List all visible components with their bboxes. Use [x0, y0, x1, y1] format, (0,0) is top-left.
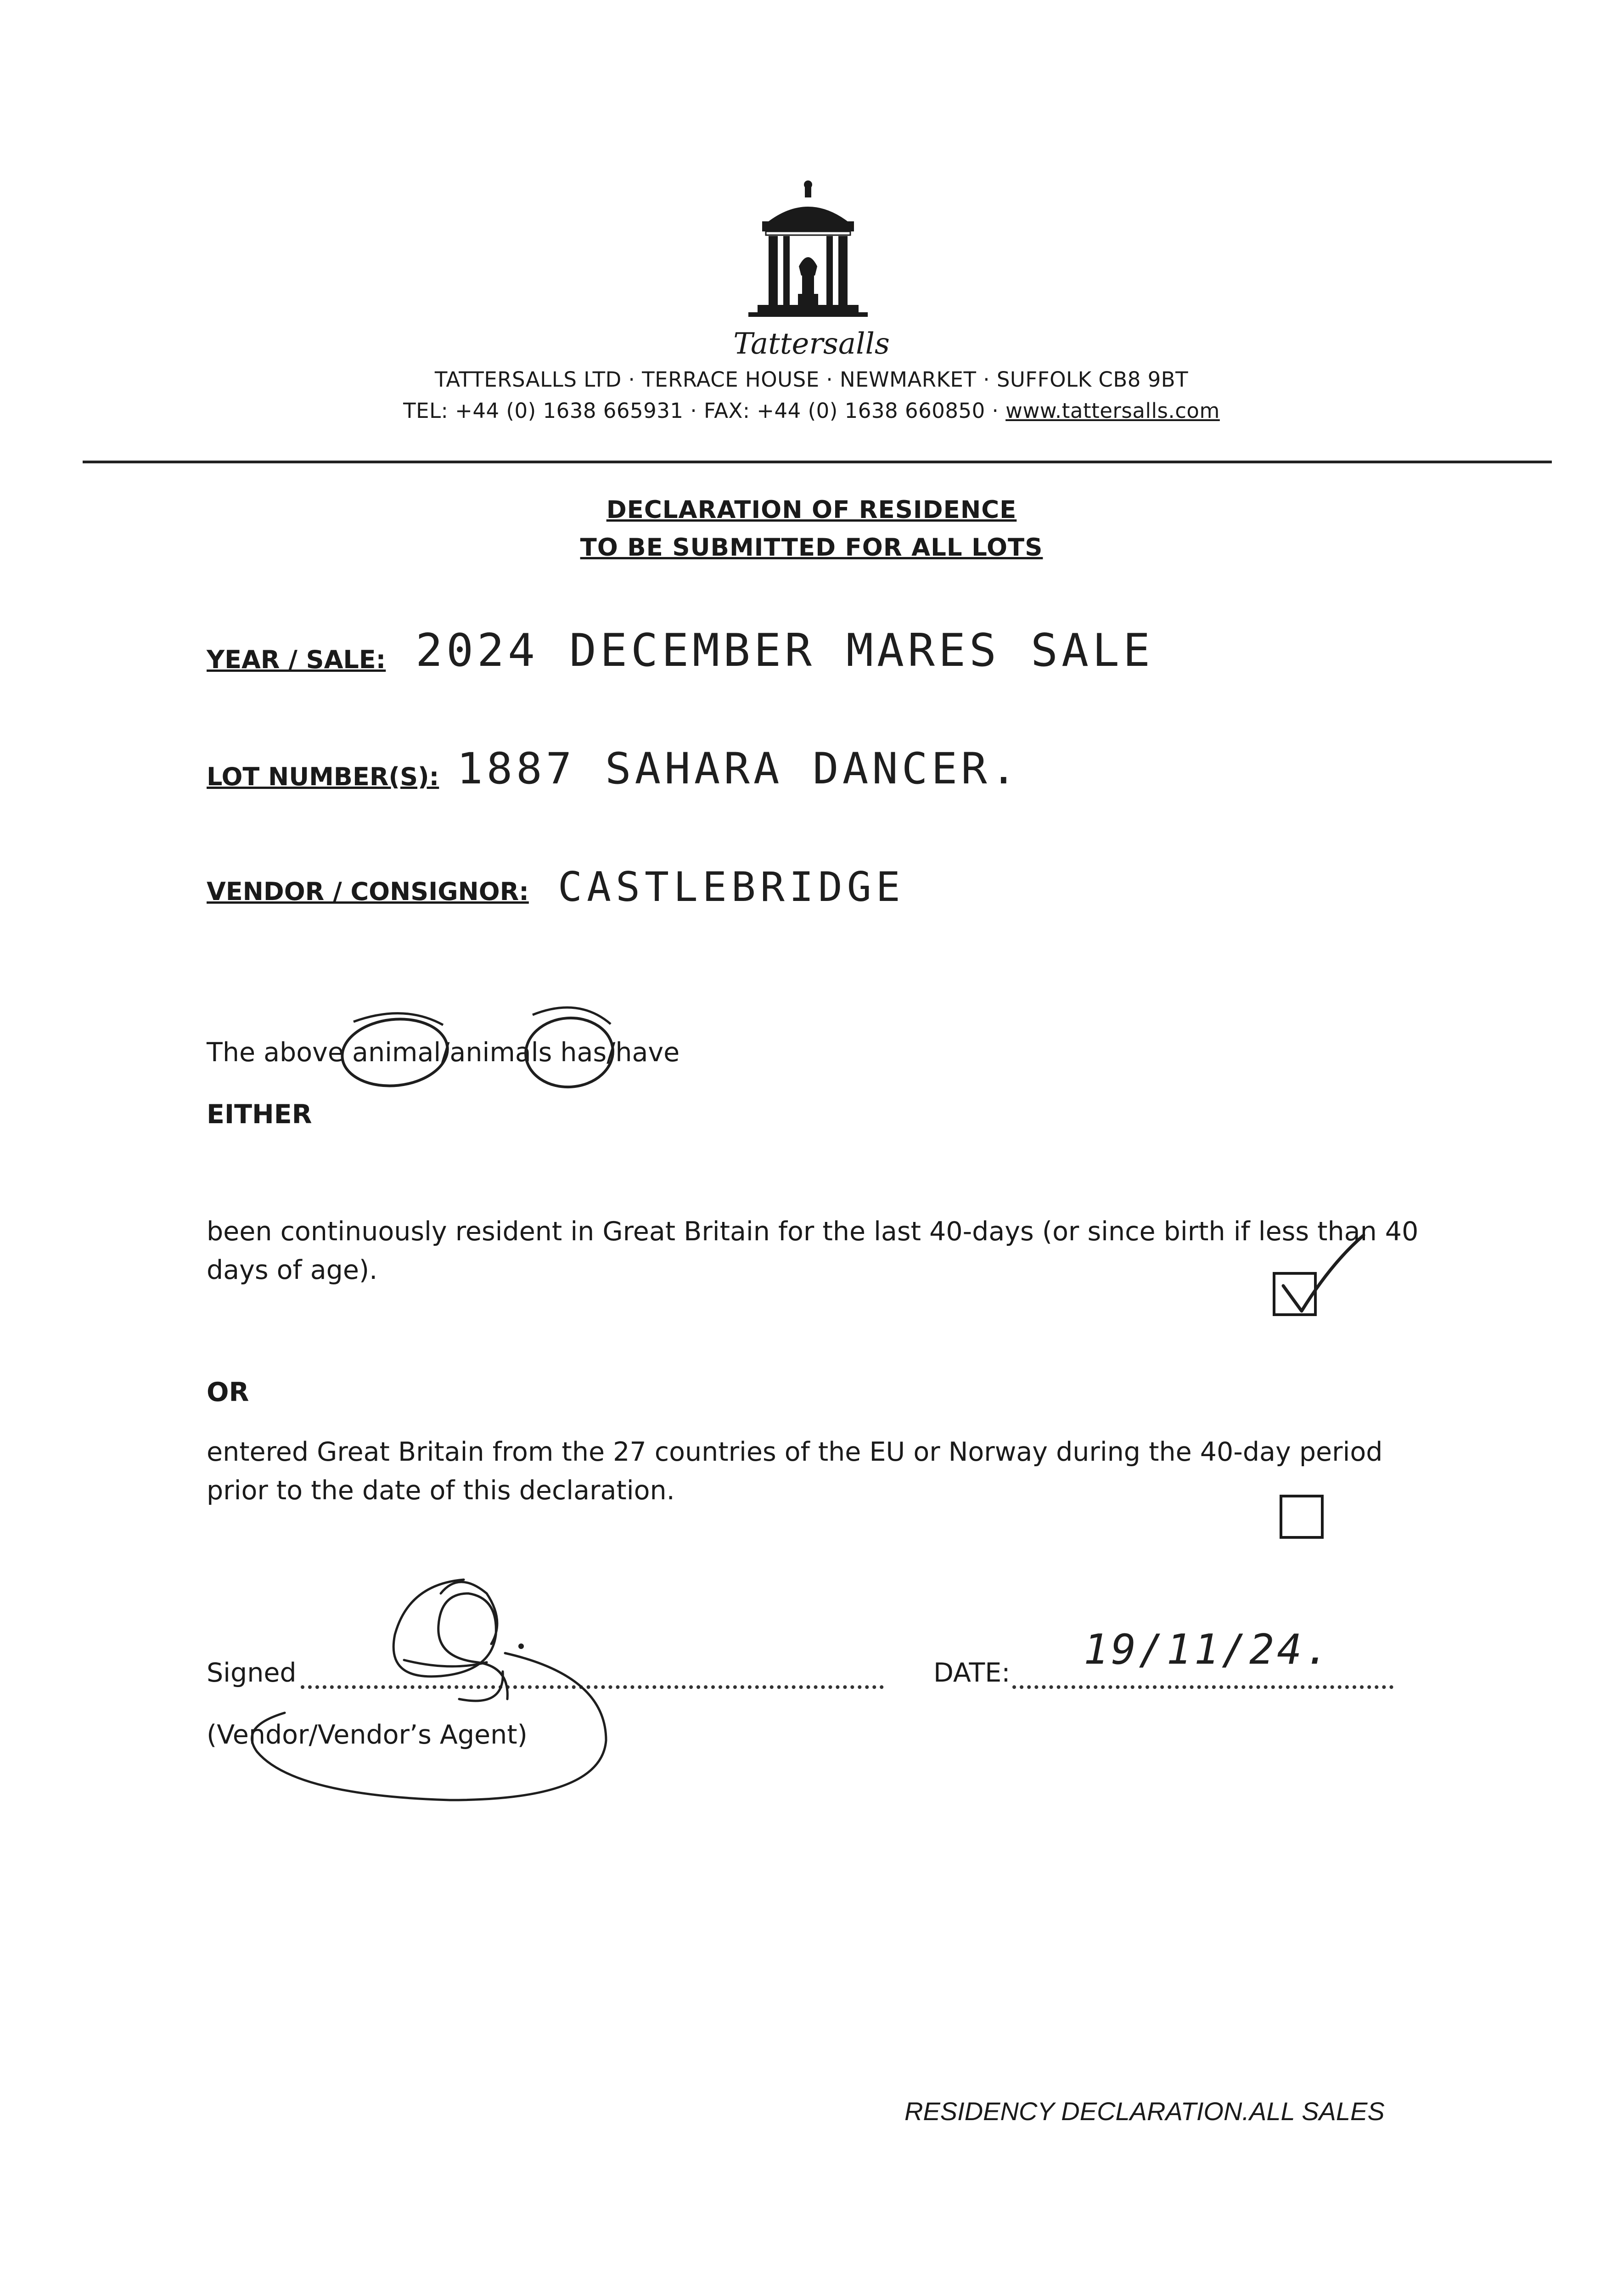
signed-label: Signed [207, 1658, 297, 1688]
date-value[interactable]: 19/11/24. [1084, 1626, 1332, 1674]
option2-checkbox[interactable] [1280, 1495, 1324, 1539]
header-divider [83, 461, 1552, 463]
vendor-consignor-label: VENDOR / CONSIGNOR: [207, 877, 529, 906]
year-sale-value[interactable]: 2024 DECEMBER MARES SALE [416, 625, 1154, 677]
circle-mark-has-tail [533, 1007, 611, 1024]
circle-mark-animal-tail [354, 1013, 443, 1025]
year-sale-label: YEAR / SALE: [207, 645, 386, 674]
vendor-consignor-value[interactable]: CASTLEBRIDGE [558, 863, 905, 911]
either-label: EITHER [207, 1099, 312, 1130]
footer-reference: RESIDENCY DECLARATION.ALL SALES [904, 2097, 1385, 2126]
company-contact [0, 399, 1623, 423]
document-subtitle: TO BE SUBMITTED FOR ALL LOTS [580, 534, 1043, 562]
option-continuous-residence: been continuously resident in Great Britain for the last 40-days (or since birth if less than 40 days of age). [207, 1216, 1419, 1285]
company-address: TATTERSALLS LTD · TERRACE HOUSE · NEWMARKET · SUFFOLK CB8 9BT [434, 367, 1189, 392]
brand-name: Tattersalls [733, 327, 890, 361]
residence-statement: The above animal/animals has/have [207, 1037, 680, 1068]
lot-number-label: LOT NUMBER(S): [207, 762, 439, 791]
signature-dot [518, 1643, 524, 1649]
option1-checkbox[interactable] [1273, 1272, 1317, 1316]
lot-number-value[interactable]: 1887 SAHARA DANCER. [457, 744, 1021, 794]
document-title: DECLARATION OF RESIDENCE [606, 496, 1017, 524]
contact-numbers: TEL: +44 (0) 1638 665931 · FAX: +44 (0) 1638 660850 · [403, 399, 1006, 423]
option-entered-gb: entered Great Britain from the 27 countries of the EU or Norway during the 40-day period prior to the date of this declaration. [207, 1437, 1383, 1506]
or-label: OR [207, 1377, 249, 1407]
tattersalls-logo [739, 179, 877, 335]
date-label: DATE: [933, 1658, 1011, 1688]
signature-line[interactable] [301, 1658, 884, 1689]
signer-role-label: (Vendor/Vendor’s Agent) [207, 1720, 528, 1750]
website-link[interactable]: www.tattersalls.com [1005, 399, 1220, 423]
